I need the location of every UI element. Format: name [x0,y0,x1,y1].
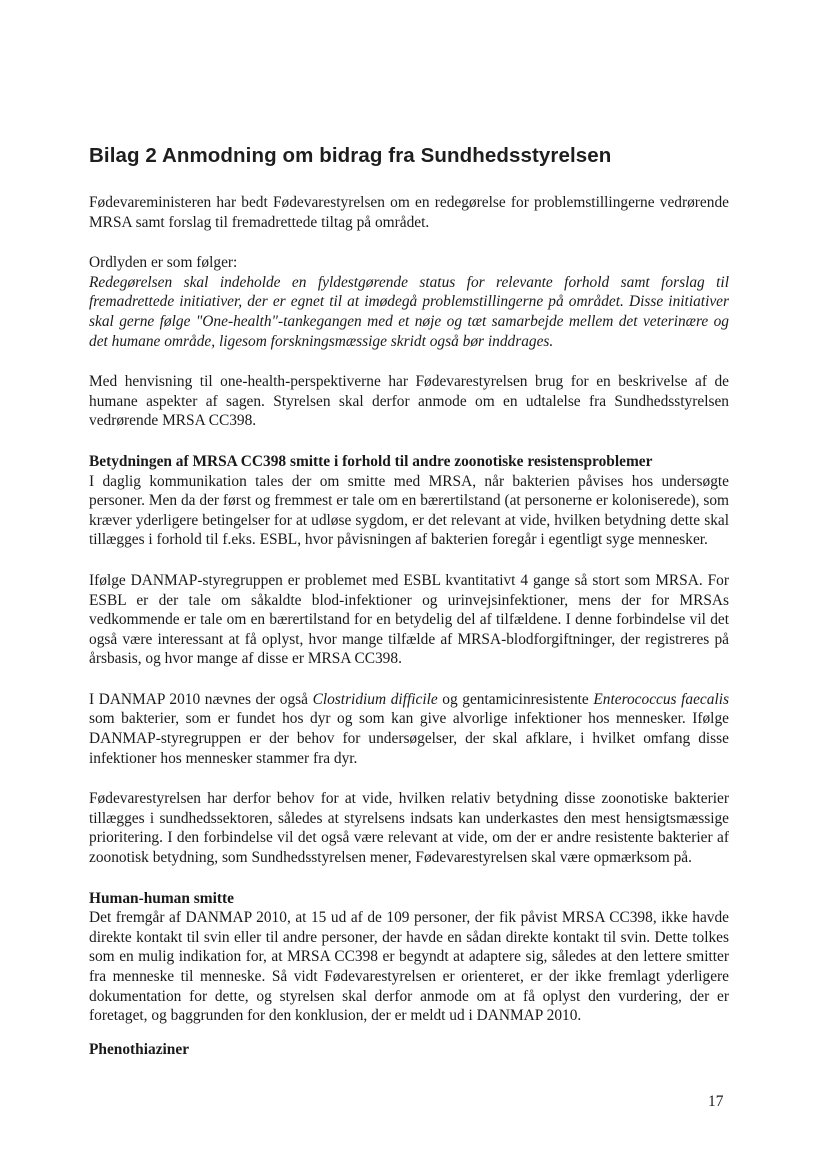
paragraph-intro: Fødevareministeren har bedt Fødevarestyrelsen om en redegørelse for problemstillingerne vedrørende MRSA samt forslag til fremadrettede tiltag på området. [89,194,729,231]
section-human-transmission [89,889,729,1026]
danmap-text-a: I DANMAP 2010 nævnes der også [89,690,313,708]
species-enterococcus: Enterococcus faecalis [593,690,729,708]
page-title: Bilag 2 Anmodning om bidrag fra Sundhedsstyrelsen [89,144,612,167]
document-body [89,144,729,1059]
section-heading-phenothiazines: Phenothiaziner [89,1040,190,1058]
page-number: 17 [708,1093,724,1110]
paragraph-human: Det fremgår af DANMAP 2010, at 15 ud af de 109 personer, der fik påvist MRSA CC398, ikke havde direkte kontakt til svin eller til andre personer, der havde en sådan direkte kontakt til svin. Dette tolkes som en mulig indikation for, at MRSA CC398 er begyndt at adaptere sig, således at den lettere smitter fra menneske til menneske. Så vidt Fødevarestyrelsen er orienteret, er der ikke fremlagt yderligere dokumentation for dette, og styrelsen skal derfor anmode om at få oplyst den vurdering, der er foretaget, og baggrunden for den konklusion, der er meldt ud i DANMAP 2010. [89,909,729,1025]
paragraph-one-health: Med henvisning til one-health-perspektiverne har Fødevarestyrelsen brug for en beskrivelse af de humane aspekter af sagen. Styrelsen skal derfor anmode om en udtalelse fra Sundhedsstyrelsen vedrørende MRSA CC398. [89,373,729,430]
paragraph-danmap [89,690,729,768]
section-heading-human: Human-human smitte [89,889,234,907]
section-heading-significance: Betydningen af MRSA CC398 smitte i forhold til andre zoonotiske resistensproblemer [89,452,653,470]
danmap-text-c: som bakterier, som er fundet hos dyr og som kan give alvorlige infektioner hos mennesker. Ifølge DANMAP-styregruppen er der behov for undersøgelser, der skal afklare, i hvilket omfang disse infektioner hos mennesker stammer fra dyr. [89,710,729,767]
danmap-text-b: og gentamicinresistente [437,690,594,708]
wording-label: Ordlyden er som følger: [89,254,238,272]
section-significance [89,452,729,550]
quoted-wording: Redegørelsen skal indeholde en fyldestgørende status for relevante forhold samt forslag til fremadrettede initiativer, der er egnet til at imødegå problemstillingerne på området. Disse initiativer skal gerne følge "One-health"-tankegangen med et nøje og tæt samarbejde mellem det veterinære og det humane område, ligesom forskningsmæssige skridt også bør inddrages. [89,273,729,350]
paragraph-esbl: Ifølge DANMAP-styregruppen er problemet med ESBL kvantitativt 4 gange så stort som MRSA. For ESBL er der tale om såkaldte blod-infektioner og urinvejsinfektioner, mens der for MRSAs vedkommende er tale om en bærertilstand for en betydelig del af tilfældene. I denne forbindelse vil det også være interessant at få oplyst, hvor mange tilfælde af MRSA-blodforgiftninger, der registreres på årsbasis, og hvor mange af disse er MRSA CC398. [89,571,729,668]
paragraph-priority: Fødevarestyrelsen har derfor behov for at vide, hvilken relativ betydning disse zoonotiske bakterier tillægges i sundhedssektoren, således at styrelsens indsats kan underkastes den mest hensigtsmæssige prioritering. I den forbindelse vil det også være relevant at vide, om der er andre resistente bakterier af zoonotisk betydning, som Sundhedsstyrelsen mener, Fødevarestyrelsen skal være opmærksom på. [89,790,729,867]
species-clostridium: Clostridium difficile [312,690,438,708]
paragraph-communication: I daglig kommunikation tales der om smitte med MRSA, når bakterien påvises hos undersøgte personer. Men da der først og fremmest er tale om en bærertilstand (at personerne er koloniserede), som kræver yderligere betingelser for at udløse sygdom, er det relevant at vide, hvilken betydning dette skal tillægges i forhold til f.eks. ESBL, hvor påvisningen af bakterien foregår i egentligt syge mennesker. [89,472,729,549]
paragraph-wording [89,253,729,351]
